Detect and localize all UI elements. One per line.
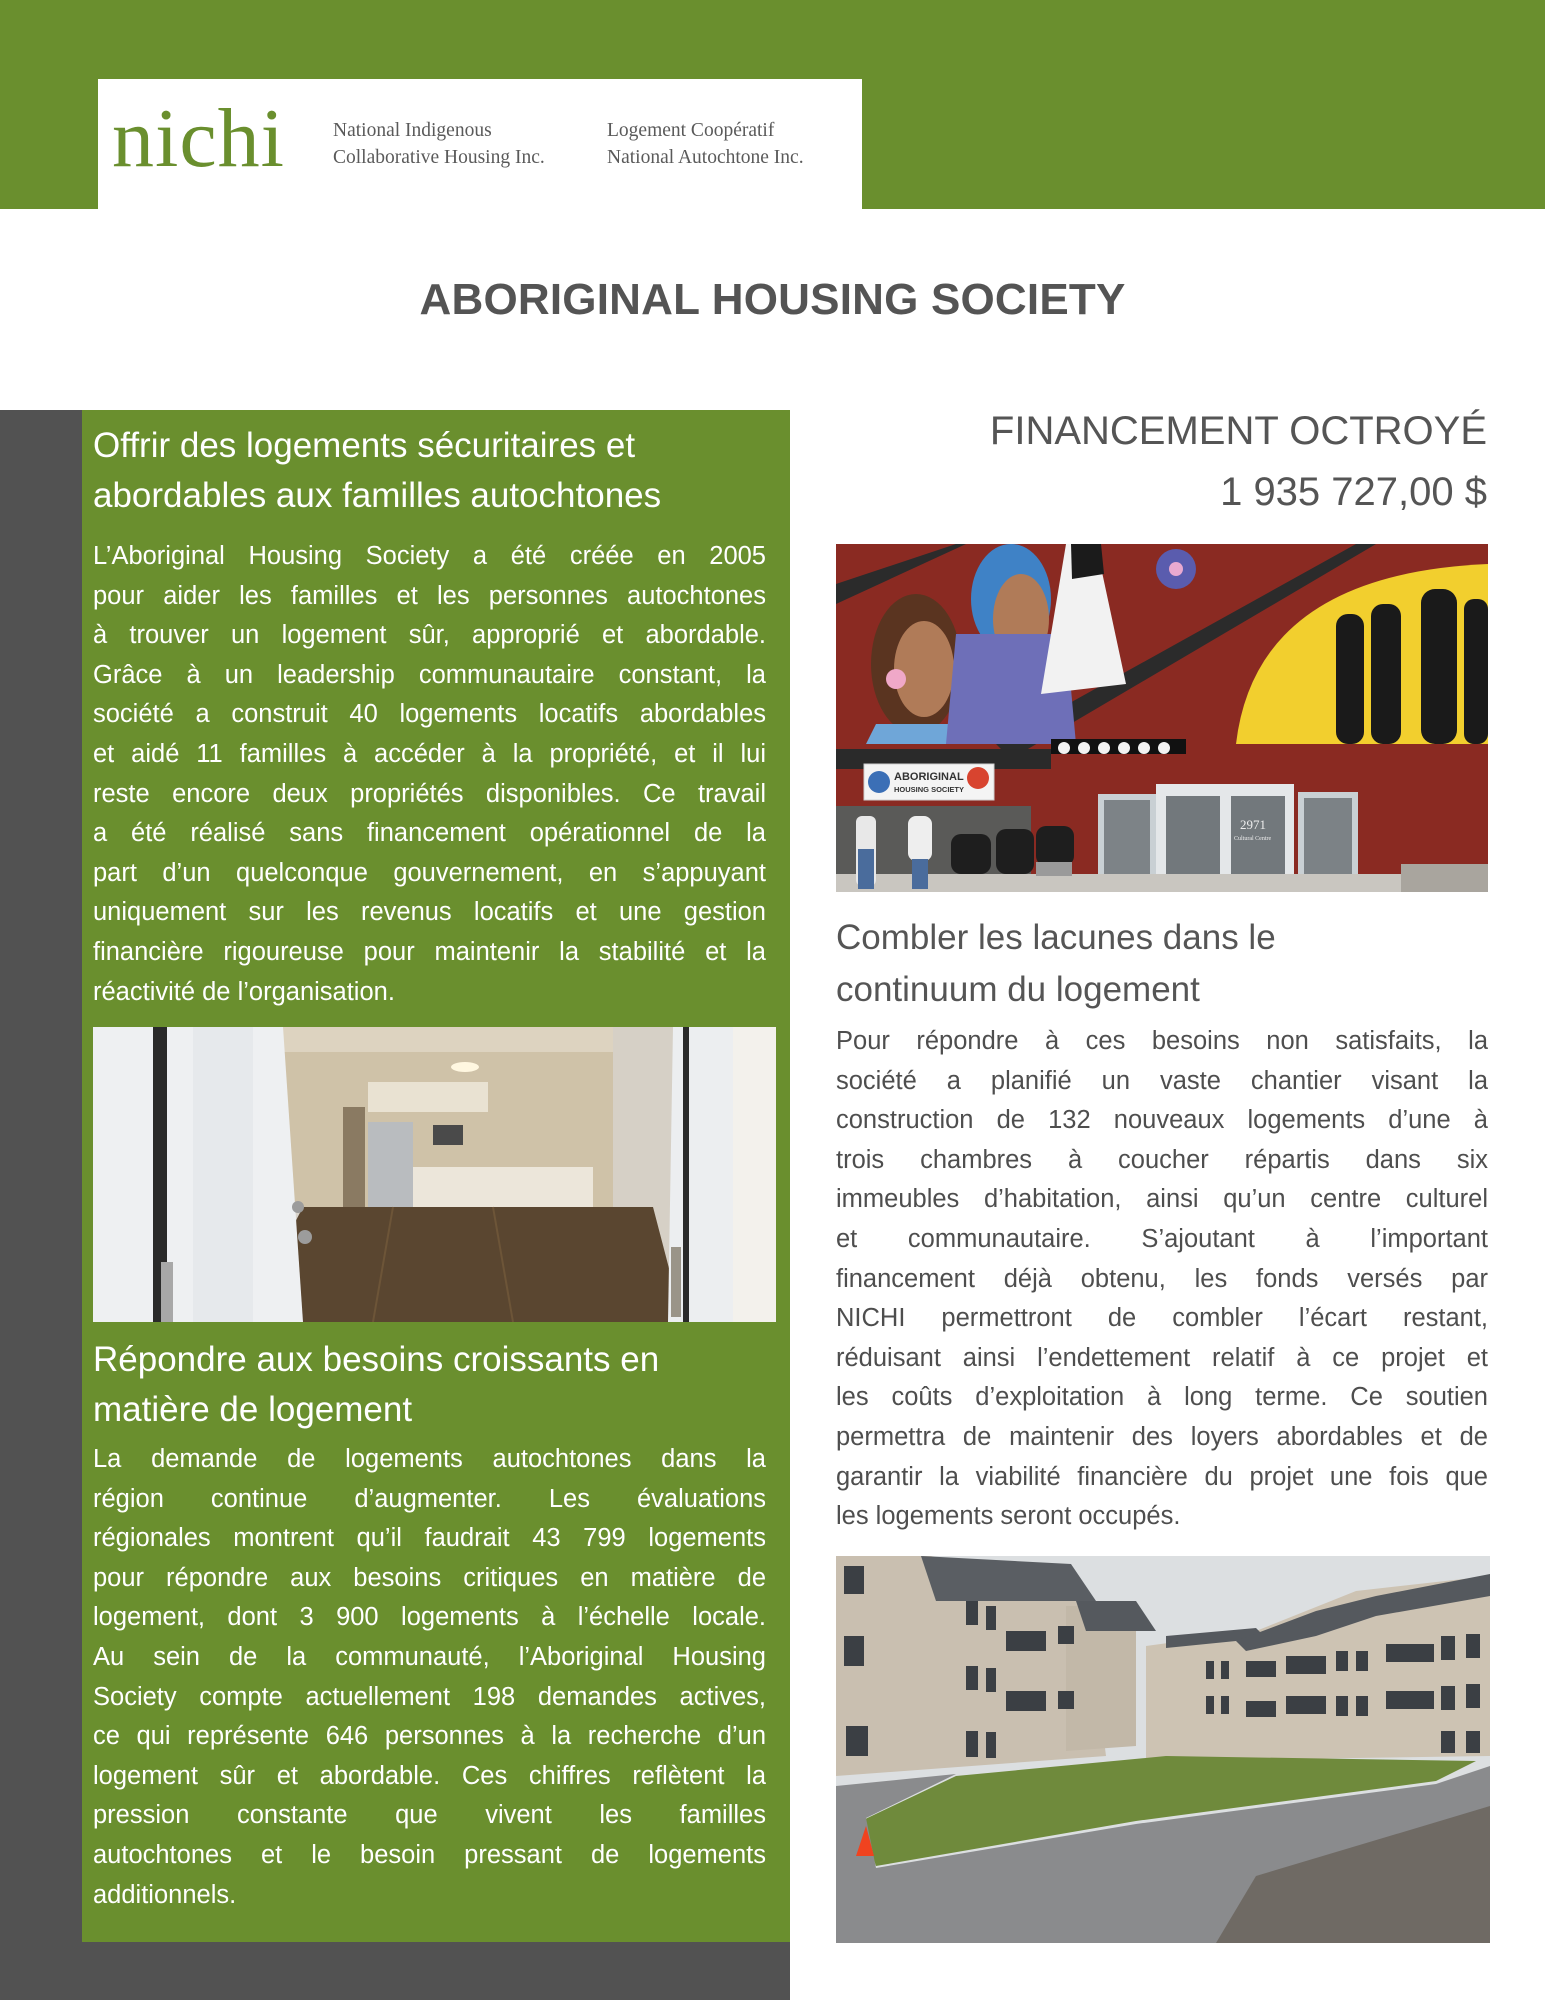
body-text-line: à trouver un logement sûr, approprié et abordable. — [93, 621, 766, 650]
funding-amount: 1 935 727,00 $ — [1220, 470, 1487, 514]
body-text-line: pour répondre aux besoins critiques en matière de — [93, 1563, 766, 1592]
body-text-line: les coûts d’exploitation à long terme. Ce soutien — [836, 1383, 1488, 1412]
section2-heading-line2: matière de logement — [93, 1390, 413, 1429]
body-text-line: région continue d’augmenter. Les évaluations — [93, 1484, 766, 1513]
right-section-heading-line1: Combler les lacunes dans le — [836, 918, 1276, 957]
banner-text-line2: HOUSING SOCIETY — [894, 785, 965, 794]
body-text-line: L’Aboriginal Housing Society a été créée en 2005 — [93, 542, 766, 570]
door-caption: Cultural Centre — [1234, 836, 1272, 842]
body-text-line: société a planifié un vaste chantier visant la — [836, 1066, 1488, 1095]
body-text-line: régionales montrent qu’il faudrait 43 799 logements — [93, 1524, 766, 1553]
body-text-line: logement sûr et abordable. Ces chiffres reflètent la — [93, 1761, 766, 1790]
section1-heading-line1: Offrir des logements sécuritaires et — [93, 426, 636, 465]
body-text-line: les logements seront occupés. — [836, 1502, 1181, 1531]
body-text-line: financement déjà obtenu, les fonds versés par — [836, 1264, 1488, 1293]
body-text-line: trois chambres à coucher répartis dans six — [836, 1145, 1488, 1174]
body-text-line: NICHI permettront de combler l’écart restant, — [836, 1304, 1488, 1333]
body-text-line: et aidé 11 familles à accéder à la propriété, et il lui — [93, 739, 766, 768]
page-title: ABORIGINAL HOUSING SOCIETY — [419, 275, 1126, 324]
body-text-line: pression constante que vivent les familles — [93, 1801, 766, 1830]
body-text-line: uniquement sur les revenus locatifs et une gestion — [93, 898, 766, 927]
body-text-line: réduisant ainsi l’endettement relatif à ce projet et — [836, 1343, 1488, 1372]
apartment-buildings-photo — [836, 1556, 1490, 1943]
body-text-line: et communautaire. S’ajoutant à l’important — [836, 1224, 1488, 1253]
section2-heading-line1: Répondre aux besoins croissants en — [93, 1340, 660, 1379]
door-number: 2971 — [1240, 817, 1266, 832]
body-text-line: a été réalisé sans financement opérationnel de la — [93, 819, 766, 848]
body-text-line: Grâce à un leadership communautaire constant, la — [93, 660, 766, 689]
body-text-line: permettra de maintenir des loyers abordables et de — [836, 1422, 1488, 1451]
body-text-line: logement, dont 3 900 logements à l’échelle locale. — [93, 1603, 766, 1632]
body-text-line: Pour répondre à ces besoins non satisfaits, la — [836, 1027, 1488, 1055]
body-text-line: réactivité de l’organisation. — [93, 977, 395, 1006]
body-text-line: autochtones et le besoin pressant de logements — [93, 1840, 766, 1869]
body-text-line: immeubles d’habitation, ainsi qu’un centre culturel — [836, 1185, 1488, 1214]
body-text-line: reste encore deux propriétés disponibles. Ce travail — [93, 779, 766, 808]
section2-body — [93, 1440, 766, 1915]
section1-heading-line2: abordables aux familles autochtones — [93, 476, 662, 515]
body-text-line: société a construit 40 logements locatifs abordables — [93, 700, 766, 729]
body-text-line: pour aider les familles et les personnes autochtones — [93, 581, 766, 610]
cultural-centre-photo — [836, 544, 1488, 892]
body-text-line: construction de 132 nouveaux logements d’une à — [836, 1106, 1488, 1135]
logo-org-en-line1: National Indigenous — [333, 120, 492, 141]
body-text-line: garantir la viabilité financière du projet une fois que — [836, 1462, 1488, 1491]
body-text-line: ce qui représente 646 personnes à la recherche d’un — [93, 1722, 766, 1751]
body-text-line: part d’un quelconque gouvernement, en s’appuyant — [93, 858, 766, 887]
logo-wordmark: nichi — [112, 92, 285, 185]
logo-org-fr-line1: Logement Coopératif — [607, 120, 775, 141]
body-text-line: additionnels. — [93, 1880, 237, 1909]
body-text-line: Au sein de la communauté, l’Aboriginal Housing — [93, 1642, 766, 1671]
banner-text-line1: ABORIGINAL — [894, 771, 964, 783]
funding-label: FINANCEMENT OCTROYÉ — [989, 409, 1487, 453]
right-section-body — [836, 1022, 1488, 1537]
body-text-line: La demande de logements autochtones dans la — [93, 1445, 766, 1473]
body-text-line: financière rigoureuse pour maintenir la stabilité et la — [93, 937, 766, 966]
section1-body — [93, 537, 766, 1012]
interior-apartment-photo — [93, 1027, 776, 1322]
logo-org-fr-line2: National Autochtone Inc. — [607, 147, 804, 168]
body-text-line: Society compte actuellement 198 demandes actives, — [93, 1682, 766, 1711]
right-section-heading-line2: continuum du logement — [836, 970, 1200, 1009]
nichi-logo — [98, 79, 862, 209]
logo-org-en-line2: Collaborative Housing Inc. — [333, 147, 545, 168]
